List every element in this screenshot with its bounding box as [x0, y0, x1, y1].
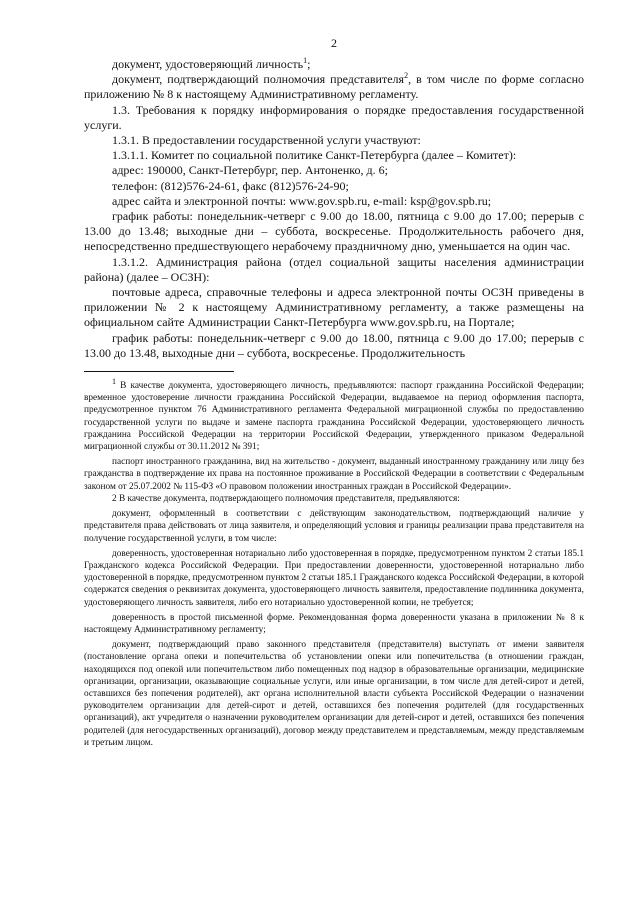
footnote-mark: 1: [112, 376, 116, 386]
paragraph: адрес: 190000, Санкт-Петербург, пер. Антоненко, д. 6;: [112, 163, 388, 178]
paragraph: документ, подтверждающий полномочия представителя$^2$, в том числе по форме согласно приложению № 8 к настоящему Административному регламенту.: [84, 71, 584, 102]
paragraph: телефон: (812)576-24-61, факс (812)576-24-90;: [112, 178, 349, 193]
paragraph: график работы: понедельник-четверг с 9.00 до 18.00, пятница с 9.00 до 17.00; перерыв с 13.00 до 13.48; выходные дни – суббота, воскресенье. Продолжительность рабочего дня, непосредственно предшествующего нерабочему праздничному дню, уменьшается на один час.: [84, 209, 584, 254]
footnote: доверенность в простой письменной форме. Рекомендованная форма доверенности указана в приложении № 8 к настоящему Административному регламенту;: [84, 612, 584, 635]
paragraph: почтовые адреса, справочные телефоны и адреса электронной почты ОСЗН приведены в приложении № 2 к настоящему Административному регламенту, а также размещены на официальном сайте Администрации Санкт-Петербурга www.gov.spb.ru, на Портале;: [84, 285, 584, 330]
footnotes: [84, 376, 584, 749]
footnote: документ, подтверждающий право законного представителя (представителя) выступать от имени заявителя (постановление органа опеки и попечительства об установлении опеки или попечительства (в отношении граждан, находящихся под опекой или попечительством либо помещенных под надзор в образовательные организации, медицинские организации, организации, оказывающие социальные услуги, или иные организации, в том числе для детей-сирот и детей, оставшихся без попечения родителей), акт органа исполнительной власти субъекта Российской Федерации о назначении руководителем организации для детей-сирот и детей, оставшихся без попечения родителей (для государственных организаций), акт учредителя о назначении руководителем организации для детей-сирот и детей, оставшихся без попечения родителей (для негосударственных организаций), договор между представителем и представляемым, между представляемым и третьим лицом.: [84, 640, 584, 748]
footnote-ref[interactable]: 1: [303, 56, 308, 65]
footnote-separator: [84, 371, 234, 372]
footnote-ref[interactable]: 2: [404, 71, 409, 81]
paragraph: документ, удостоверяющий личность$^1$;: [112, 56, 311, 71]
paragraph: 1.3.1.1. Комитет по социальной политике Санкт-Петербурга (далее – Комитет):: [112, 148, 517, 163]
footnote: 2 В качестве документа, подтверждающего полномочия представителя, предъявляются:: [112, 493, 460, 504]
paragraph: 1.3. Требования к порядку информирования о порядке предоставления государственной услуги.: [84, 102, 584, 132]
footnote: документ, оформленный в соответствии с действующим законодательством, подтверждающий наличие у представителя права действовать от лица заявителя, и определяющий условия и границы реализации права представителя на получение государственной услуги, в том числе:: [84, 509, 584, 544]
footnote: доверенность, удостоверенная нотариально либо удостоверенная в порядке, предусмотренном пунктом 2 статьи 185.1 Гражданского кодекса Российской Федерации. При предоставлении доверенности, удостоверенной нотариально либо удостоверенной в порядке, предусмотренном пунктом 2 статьи 185.1 Гражданского кодекса Российской Федерации, в которой содержатся сведения о реквизитах документа, удостоверяющего личность заявителя, предоставление подлинника документа, удостоверяющего личность заявителя, либо его нотариально удостоверенной копии, не требуется;: [84, 548, 584, 608]
page-number: 2: [331, 36, 337, 50]
paragraph: 1.3.1.2. Администрация района (отдел социальной защиты населения администрации района) (далее – ОСЗН):: [84, 254, 584, 284]
main-text: [84, 57, 584, 361]
paragraph: адрес сайта и электронной почты: www.gov.spb.ru, e-mail: ksp@gov.spb.ru;: [112, 193, 492, 208]
paragraph: 1.3.1. В предоставлении государственной услуги участвуют:: [112, 133, 421, 148]
footnote: паспорт иностранного гражданина, вид на жительство - документ, выданный иностранному гражданину или лицу без гражданства в подтверждение их права на постоянное проживание в Российской Федерации в соответствии с Федеральным законом от 25.07.2002 № 115-ФЗ «О правовом положении иностранных граждан в Российской Федерации».: [84, 457, 584, 492]
paragraph: график работы: понедельник-четверг с 9.00 до 18.00, пятница с 9.00 до 17.00; перерыв с 13.00 до 13.48, выходные дни – суббота, воскресенье. Продолжительность: [84, 330, 584, 360]
footnote: $^1$ В качестве документа, удостоверяющего личность, предъявляются: паспорт гражданина Российской Федерации; временное удостоверение личности гражданина Российской Федерации, выдаваемое на период оформления паспорта, предусмотренное пунктом 76 Административного регламента Федеральной миграционной службы по предоставлению государственной услуги по выдаче и замене паспорта гражданина Российской Федерации, удостоверяющего личность гражданина Российской Федерации на территории Российской Федерации, утвержденного приказом Федеральной миграционной службы от 30.11.2012 № 391;: [84, 376, 584, 453]
